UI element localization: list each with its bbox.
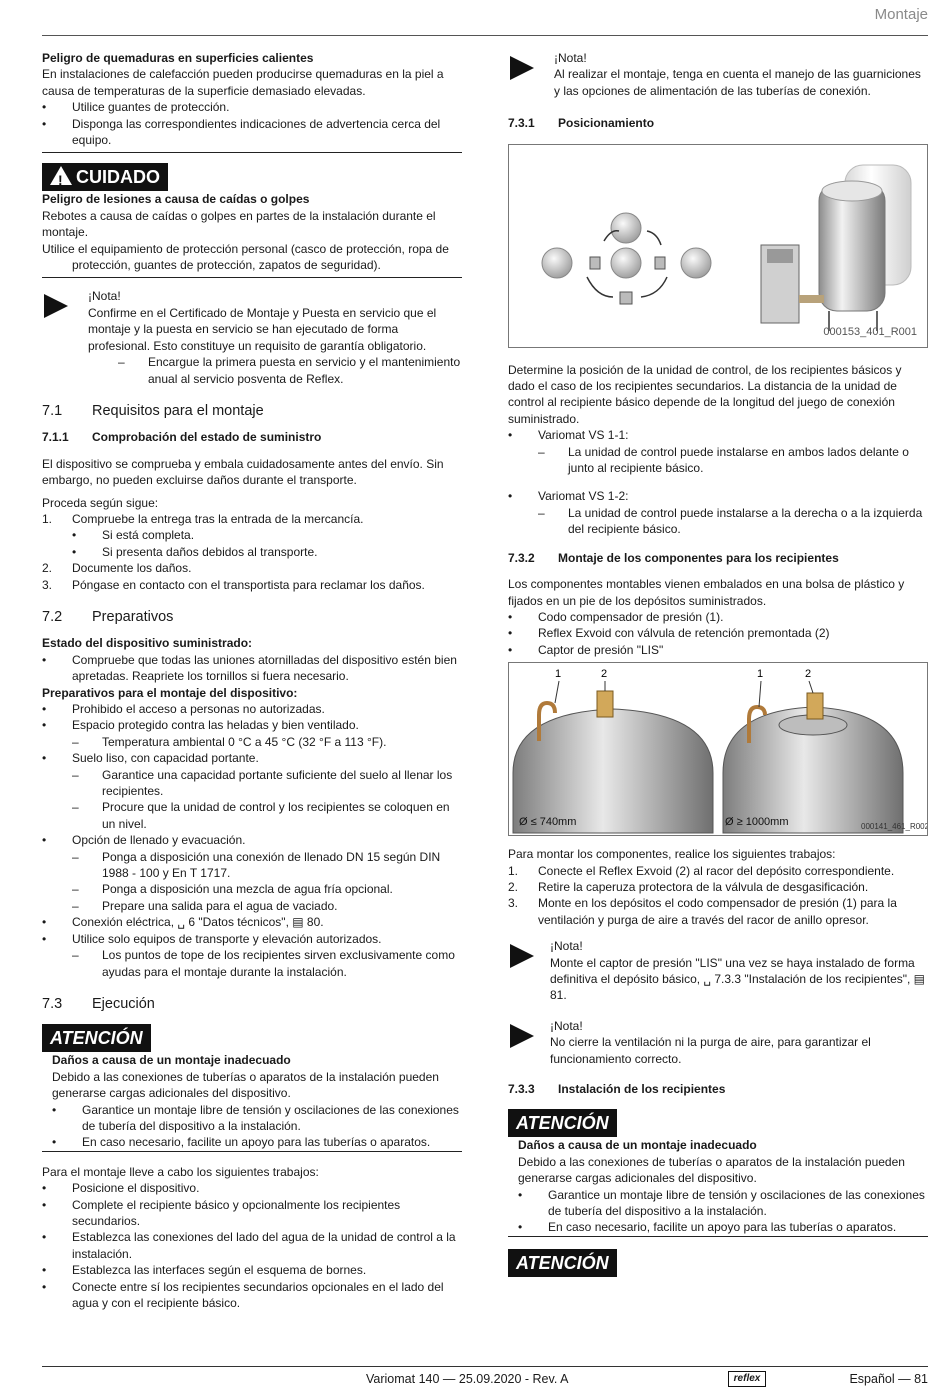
cuidado-text: Rebotes a causa de caídas o golpes en partes de la instalación durante el montaje. <box>42 208 436 240</box>
left-column <box>42 50 462 1311</box>
paragraph: Para montar los componentes, realice los siguientes trabajos: <box>508 847 836 862</box>
list-item: 1. Compruebe la entrega tras la entrada de la mercancía. • Si está completa. • Si presenta daños debidos al transporte. <box>42 511 462 560</box>
list-item: • Si presenta daños debidos al transporte. <box>72 544 462 560</box>
positioning-illustration <box>509 145 927 347</box>
paragraph: Para el montaje lleve a cabo los siguientes trabajos: <box>42 1164 319 1179</box>
bullet-list <box>42 701 462 980</box>
subheading: Preparativos para el montaje del dispositivo: <box>42 685 298 700</box>
burn-warning-title: Peligro de quemaduras en superficies calientes <box>42 51 314 65</box>
list-item: • Posicione el dispositivo. <box>42 1180 462 1196</box>
atencion-badge-2: ATENCIÓN <box>508 1249 617 1277</box>
figure-code: 000141_461_R002 <box>861 822 927 832</box>
arrow-right-icon <box>510 944 534 968</box>
list-item: • Si está completa. <box>72 527 462 543</box>
note-title: ¡Nota! <box>88 289 121 304</box>
list-item: 3. Póngase en contacto con el transportista para reclamar los daños. <box>42 577 425 592</box>
reflex-logo: reflex <box>728 1371 766 1387</box>
steps-list <box>508 863 928 929</box>
paragraph: Los componentes montables vienen embalados en una bolsa de plástico y fijados en un pie de los depósitos suministrados. <box>508 577 905 608</box>
list-item: • Garantice un montaje libre de tensión y oscilaciones de las conexiones de tubería del dispositivo a la instalación. <box>52 1102 462 1135</box>
section-heading-7-1: 7.1 Requisitos para el montaje <box>42 402 264 419</box>
footer-document-info: Variomat 140 — 25.09.2020 - Rev. A <box>366 1372 569 1386</box>
callout-2: 2 <box>805 668 812 681</box>
note-box <box>42 288 462 386</box>
list-item: – Ponga a disposición una conexión de llenado DN 15 según DIN 1988 - 100 y En T 1717. <box>72 849 462 882</box>
list-item: – Encargue la primera puesta en servicio y el mantenimiento anual al servicio posventa de Reflex. <box>118 354 462 387</box>
cuidado-title: Peligro de lesiones a causa de caídas o golpes <box>42 192 310 207</box>
section-header: Montaje <box>874 6 928 23</box>
paragraph: El dispositivo se comprueba y embala cuidadosamente antes del envío. Sin embargo, no pueden excluirse daños durante el transporte. <box>42 456 444 488</box>
section-heading-7-3-1: 7.3.1 Posicionamiento <box>508 116 655 131</box>
callout-1: 1 <box>555 668 562 681</box>
note-title: ¡Nota! <box>550 1018 583 1033</box>
footer-page-number: Español — 81 <box>849 1372 928 1386</box>
note-box <box>508 1018 928 1067</box>
list-item: • Codo compensador de presión (1). <box>508 609 928 625</box>
note-box <box>508 938 928 1004</box>
header-rule <box>42 35 928 36</box>
list-item: • Conecte entre sí los recipientes secundarios opcionales en el lado del agua y con el recipiente básico. <box>42 1279 462 1312</box>
diameter-label-large: Ø ≥ 1000mm <box>725 816 789 829</box>
list-item: • Variomat VS 1-2: – La unidad de control puede instalarse a la derecha o a la izquierda del recipiente básico. <box>508 488 928 537</box>
figure-code: 000153_401_R001 <box>823 326 917 339</box>
bullet-list <box>508 488 928 537</box>
list-item: • Captor de presión "LIS" <box>508 642 928 658</box>
bullet-list <box>42 652 462 685</box>
list-item: • Establezca las conexiones del lado del agua de la unidad de control a la instalación. <box>42 1229 462 1262</box>
list-item: – Temperatura ambiental 0 °C a 45 °C (32 °F a 113 °F). <box>72 734 462 750</box>
atencion-list <box>52 1102 462 1151</box>
list-item: – La unidad de control puede instalarse en ambos lados delante o junto al recipiente básico. <box>538 444 928 477</box>
list-item: • Complete el recipiente básico y opcionalmente los recipientes secundarios. <box>42 1197 462 1230</box>
list-item: 3. Monte en los depósitos el codo compensador de presión (1) para la ventilación y purga de aire a través del racor de anillo opresor. <box>508 896 897 927</box>
list-item: 2. Retire la caperuza protectora de la válvula de desgasificación. <box>508 879 869 894</box>
atencion-text: Debido a las conexiones de tuberías o aparatos de la instalación pueden generarse cargas adicionales del dispositivo. <box>518 1154 905 1186</box>
atencion-title: Daños a causa de un montaje inadecuado <box>518 1138 757 1153</box>
list-item: • Disponga las correspondientes indicaciones de advertencia cerca del equipo. <box>42 116 462 149</box>
list-item: – Procure que la unidad de control y los recipientes se coloquen en un nivel. <box>72 799 462 832</box>
list-item[interactable]: • Conexión eléctrica, ␣ 6 "Datos técnicos", ▤ 80. <box>42 914 462 930</box>
list-item: • Prohibido el acceso a personas no autorizadas. <box>42 701 462 717</box>
note-title: ¡Nota! <box>554 51 587 65</box>
callout-1: 1 <box>757 668 764 681</box>
section-heading-7-3-3: 7.3.3 Instalación de los recipientes <box>508 1082 726 1096</box>
list-item: • Garantice un montaje libre de tensión y oscilaciones de las conexiones de tubería del dispositivo a la instalación. <box>518 1187 928 1220</box>
list-item: – Garantice una capacidad portante suficiente del suelo al llenar los recipientes. <box>72 767 462 800</box>
list-item: • Variomat VS 1-1: – La unidad de control puede instalarse en ambos lados delante o junto al recipiente básico. <box>508 427 928 476</box>
list-item: • Suelo liso, con capacidad portante. – Garantice una capacidad portante suficiente del suelo al llenar los recipientes. – Procure que la unidad de control y los recipientes se coloquen en un nivel. <box>42 750 462 832</box>
paragraph: Determine la posición de la unidad de control, de los recipientes básicos y dado el caso de los recipientes secundarios. La distancia de la unidad de control al recipiente básico depende de la longitud del juego de conexión suministrado. <box>508 362 902 426</box>
footer-rule <box>42 1366 928 1367</box>
bullet-list <box>42 1180 462 1311</box>
atencion-badge: ATENCIÓN <box>42 1024 151 1052</box>
arrow-right-icon <box>510 1024 534 1048</box>
arrow-right-icon <box>44 294 68 318</box>
steps-list <box>42 511 462 593</box>
note-box <box>508 50 928 99</box>
note-text: No cierre la ventilación ni la purga de aire, para garantizar el funcionamiento correcto. <box>550 1035 871 1066</box>
arrow-right-icon <box>510 56 534 80</box>
note-title: ¡Nota! <box>550 939 583 954</box>
note-text: Confirme en el Certificado de Montaje y Puesta en servicio que el montaje y la puesta en servicio se han ejecutado de forma profesional. Esto constituye un requisito de garantía obligatorio. <box>88 305 437 353</box>
section-heading-7-1-1: 7.1.1 Comprobación del estado de suministro <box>42 430 322 445</box>
right-column <box>508 50 928 1277</box>
list-item: • Opción de llenado y evacuación. – Ponga a disposición una conexión de llenado DN 15 según DIN 1988 - 100 y En T 1717. – Ponga a disposición una mezcla de agua fría opcional. – Prepare una salida para el agua de vaciado. <box>42 832 462 914</box>
section-heading-7-3-2: 7.3.2 Montaje de los componentes para los recipientes <box>508 550 839 565</box>
atencion-title: Daños a causa de un montaje inadecuado <box>52 1053 291 1068</box>
section-heading-7-2: 7.2 Preparativos <box>42 608 174 625</box>
paragraph: Proceda según sigue: <box>42 495 159 510</box>
list-item: – Prepare una salida para el agua de vaciado. <box>72 898 462 914</box>
positioning-figure <box>508 144 928 348</box>
list-item: – La unidad de control puede instalarse a la derecha o a la izquierda del recipiente básico. <box>538 505 928 538</box>
list-item: • Espacio protegido contra las heladas y bien ventilado. – Temperatura ambiental 0 °C a 45 °C (32 °F a 113 °F). <box>42 717 462 750</box>
list-item: • Reflex Exvoid con válvula de retención premontada (2) <box>508 625 928 641</box>
list-item: • Utilice solo equipos de transporte y elevación autorizados. – Los puntos de tope de los recipientes sirven exclusivamente como ayudas para el montaje durante la instalación. <box>42 931 462 980</box>
atencion-list <box>518 1187 928 1236</box>
list-item: 1. Conecte el Reflex Exvoid (2) al racor del depósito correspondiente. <box>508 863 895 878</box>
list-item: • Utilice guantes de protección. <box>42 99 462 115</box>
atencion-text: Debido a las conexiones de tuberías o aparatos de la instalación pueden generarse cargas adicionales del dispositivo. <box>52 1069 439 1101</box>
diameter-label-small: Ø ≤ 740mm <box>519 816 577 829</box>
list-item: • Compruebe que todas las uniones atornilladas del dispositivo estén bien apretadas. Reapriete los tornillos si fuera necesario. <box>42 652 462 685</box>
list-item: – Ponga a disposición una mezcla de agua fría opcional. <box>72 881 462 897</box>
list-item: 2. Documente los daños. <box>42 561 192 576</box>
bullet-list <box>508 609 928 658</box>
components-illustration <box>509 663 927 835</box>
callout-2: 2 <box>601 668 608 681</box>
list-item: • En caso necesario, facilite un apoyo para las tuberías o aparatos. <box>52 1134 462 1150</box>
subheading: Estado del dispositivo suministrado: <box>42 636 253 651</box>
atencion-badge: ATENCIÓN <box>508 1109 617 1137</box>
note-text: Al realizar el montaje, tenga en cuenta el manejo de las guarniciones y las opciones de alimentación de las tuberías de conexión. <box>554 67 921 98</box>
list-item: – Los puntos de tope de los recipientes sirven exclusivamente como ayudas para el montaje durante la instalación. <box>72 947 462 980</box>
bullet-list <box>508 427 928 476</box>
burn-warning-list <box>42 99 462 148</box>
list-item: • Establezca las interfaces según el esquema de bornes. <box>42 1262 462 1278</box>
note-dash-list <box>88 354 462 387</box>
cuidado-badge: !CUIDADO <box>42 163 168 191</box>
list-item: • En caso necesario, facilite un apoyo para las tuberías o aparatos. <box>518 1219 928 1235</box>
warning-triangle-icon <box>50 166 72 185</box>
burn-warning-text: En instalaciones de calefacción pueden producirse quemaduras en la piel a causa de temperaturas de la superficie demasiado elevadas. <box>42 67 444 98</box>
note-text[interactable]: Monte el captor de presión "LIS" una vez se haya instalado de forma definitiva el depósito básico, ␣ 7.3.3 "Instalación de los recipientes", ▤ 81. <box>550 955 926 1003</box>
cuidado-text-2: Utilice el equipamiento de protección personal (casco de protección, ropa de protección, guantes de protección, zapatos de seguridad). <box>42 241 449 273</box>
components-figure <box>508 662 928 836</box>
section-heading-7-3: 7.3 Ejecución <box>42 995 155 1012</box>
